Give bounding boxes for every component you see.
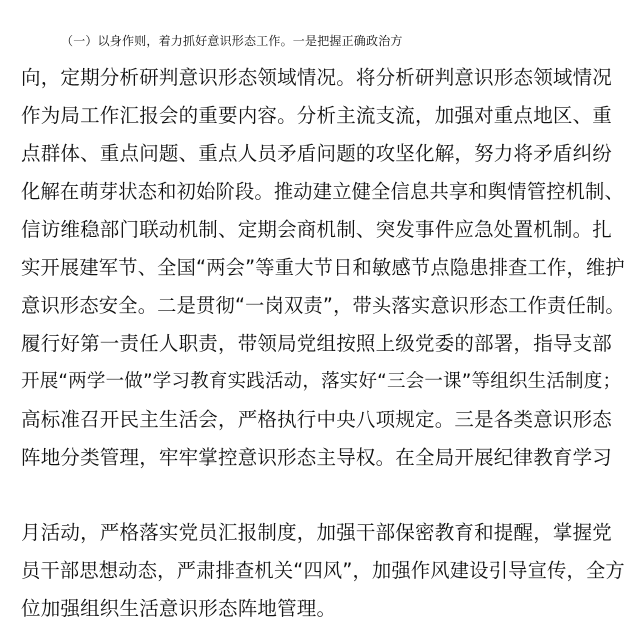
paragraph-line: 开展“两学一做”学习教育实践活动，落实好“三会一课”等组织生活制度； <box>21 371 622 392</box>
paragraph-line: 向，定期分析研判意识形态领域情况。将分析研判意识形态领域情况 <box>21 66 613 89</box>
paragraph-line: 实开展建军节、全国“两会”等重大节日和敏感节点隐患排查工作，维护 <box>21 256 625 279</box>
paragraph-line: 信访维稳部门联动机制、定期会商机制、突发事件应急处置机制。扎 <box>21 218 613 241</box>
paragraph-line: 履行好第一责任人职责，带领局党组按照上级党委的部署，指导支部 <box>21 332 613 355</box>
paragraph-line: （一）以身作则，着力抓好意识形态工作。一是把握正确政治方 <box>61 34 403 48</box>
paragraph-line: 作为局工作汇报会的重要内容。分析主流支流，加强对重点地区、重 <box>21 104 613 127</box>
paragraph-line: 化解在萌芽状态和初始阶段。推动建立健全信息共享和舆情管控机制、 <box>21 180 624 203</box>
paragraph-line: 月活动，严格落实党员汇报制度，加强干部保密教育和提醒，掌握党 <box>21 521 613 544</box>
paragraph-line: 点群体、重点问题、重点人员矛盾问题的攻坚化解，努力将矛盾纠纷 <box>21 142 613 165</box>
paragraph-line: 员干部思想动态，严肃排查机关“四风”，加强作风建设引导宣传，全方 <box>21 559 625 582</box>
paragraph-line: 高标准召开民主生活会，严格执行中央八项规定。三是各类意识形态 <box>21 408 613 431</box>
paragraph-line: 阵地分类管理，牢牢掌控意识形态主导权。在全局开展纪律教育学习 <box>21 446 613 469</box>
paragraph-line: 意识形态安全。二是贯彻“一岗双责”，带头落实意识形态工作责任制。 <box>21 294 625 317</box>
paragraph-line: 位加强组织生活意识形态阵地管理。 <box>21 597 337 620</box>
